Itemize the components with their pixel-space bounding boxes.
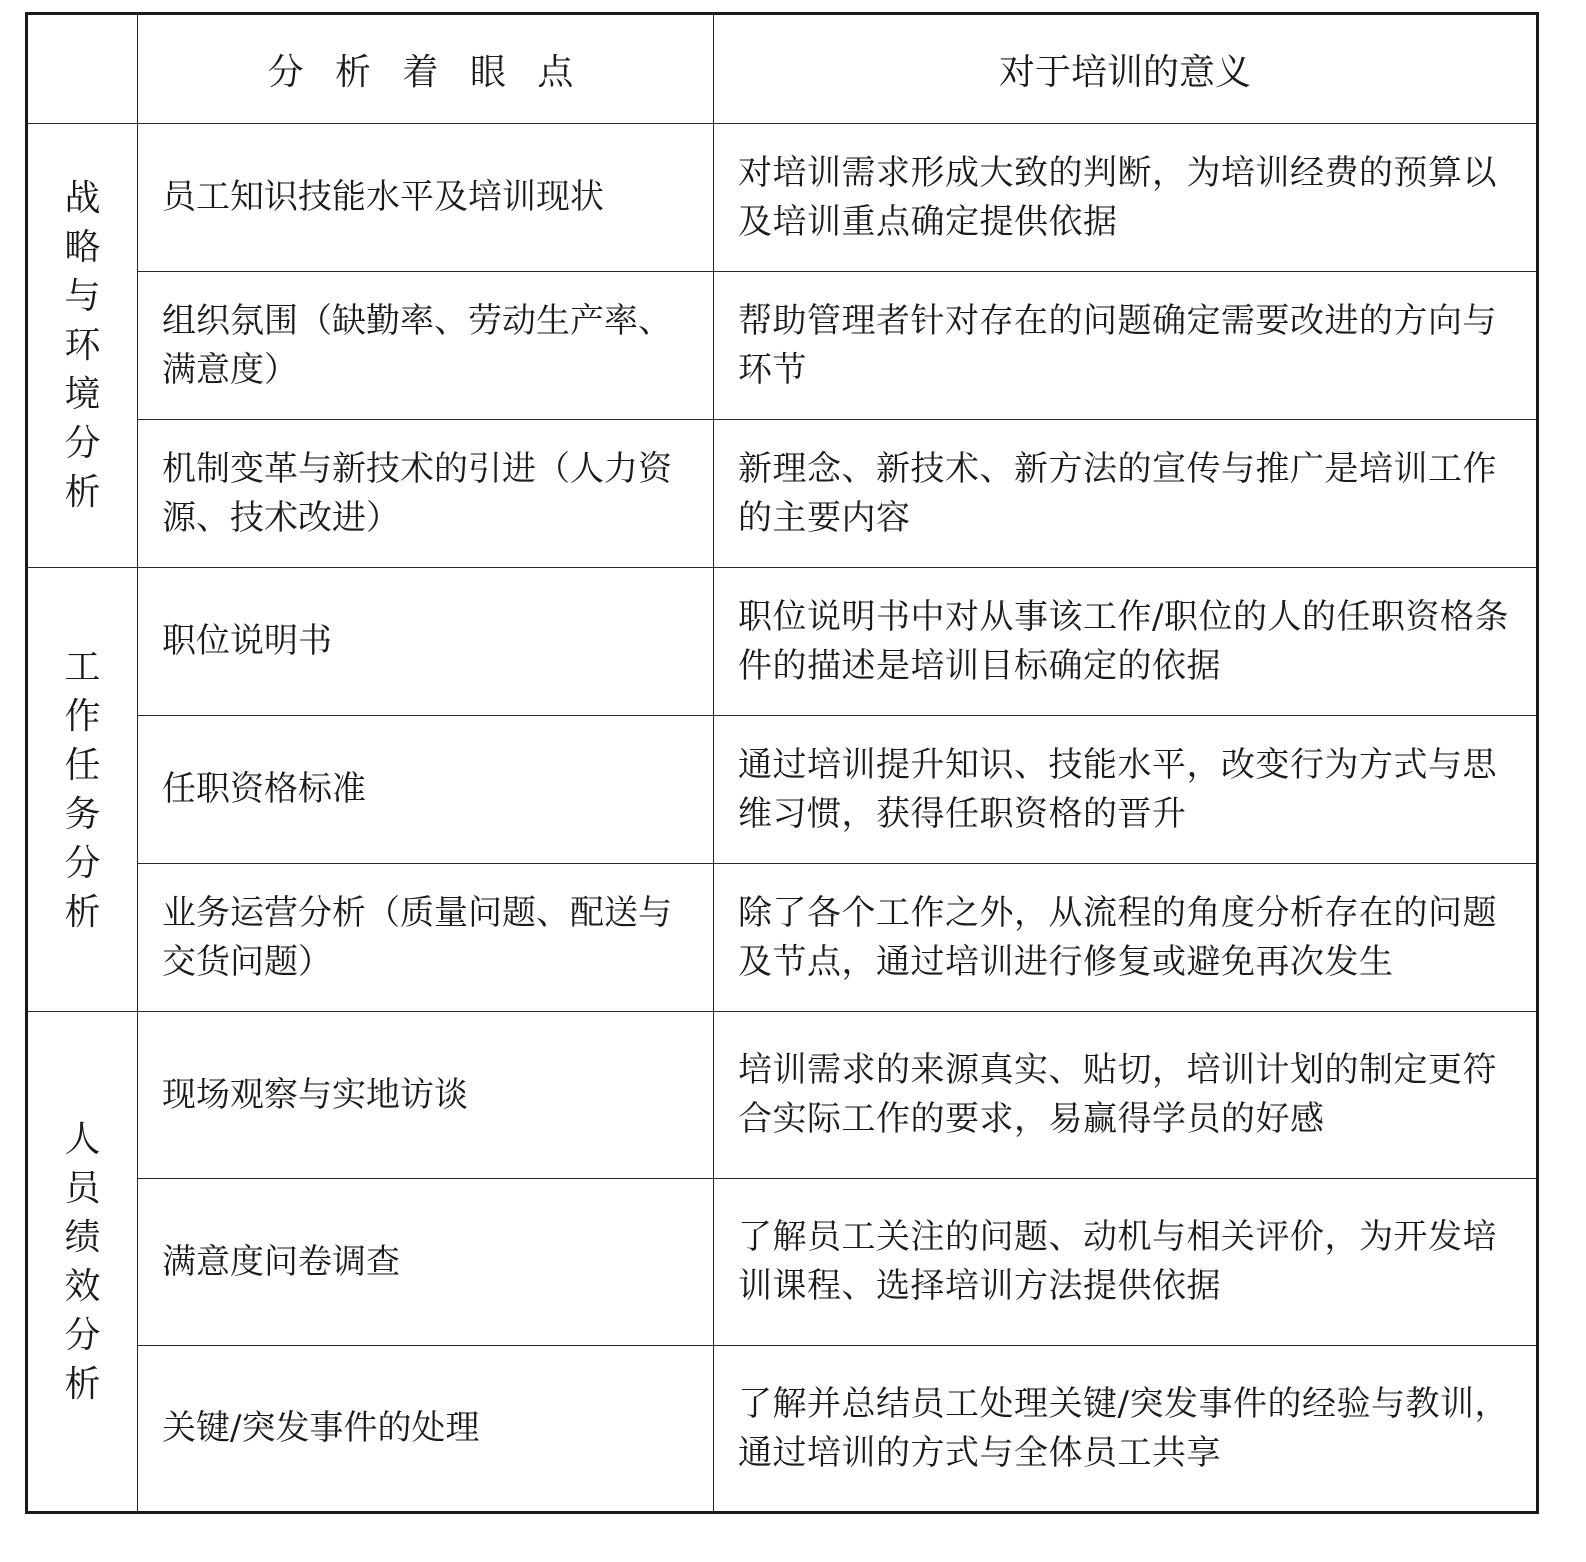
- category-cell-strategy: [27, 124, 138, 568]
- category-cell-task: [27, 568, 138, 1012]
- meaning-cell: 除了各个工作之外，从流程的角度分析存在的问题及节点，通过培训进行修复或避免再次发生: [714, 864, 1538, 1012]
- table-row: [27, 124, 1538, 272]
- table-row: [27, 1012, 1538, 1179]
- meaning-cell: 了解并总结员工处理关键/突发事件的经验与教训，通过培训的方式与全体员工共享: [714, 1346, 1538, 1513]
- focus-cell: 机制变革与新技术的引进（人力资源、技术改进）: [138, 420, 714, 568]
- table-row: [27, 864, 1538, 1012]
- focus-cell: 现场观察与实地访谈: [138, 1012, 714, 1179]
- training-needs-table: [25, 12, 1539, 1514]
- table-row: [27, 1346, 1538, 1513]
- focus-cell: 员工知识技能水平及培训现状: [138, 124, 714, 272]
- category-label: 战略与环境分析: [64, 178, 101, 513]
- header-row: [27, 14, 1538, 124]
- table-row: [27, 1179, 1538, 1346]
- table-row: [27, 716, 1538, 864]
- focus-cell: 满意度问卷调查: [138, 1179, 714, 1346]
- meaning-cell: 了解员工关注的问题、动机与相关评价，为开发培训课程、选择培训方法提供依据: [714, 1179, 1538, 1346]
- header-category-cell: [27, 14, 138, 124]
- meaning-cell: 通过培训提升知识、技能水平，改变行为方式与思维习惯，获得任职资格的晋升: [714, 716, 1538, 864]
- category-cell-performance: [27, 1012, 138, 1513]
- header-meaning-cell: 对于培训的意义: [714, 14, 1538, 124]
- table-row: [27, 420, 1538, 568]
- meaning-cell: 对培训需求形成大致的判断，为培训经费的预算以及培训重点确定提供依据: [714, 124, 1538, 272]
- focus-cell: 业务运营分析（质量问题、配送与交货问题）: [138, 864, 714, 1012]
- meaning-cell: 培训需求的来源真实、贴切，培训计划的制定更符合实际工作的要求，易赢得学员的好感: [714, 1012, 1538, 1179]
- meaning-cell: 帮助管理者针对存在的问题确定需要改进的方向与环节: [714, 272, 1538, 420]
- category-label: 工作任务分析: [64, 646, 101, 933]
- category-label: 人员绩效分析: [64, 1118, 101, 1405]
- meaning-cell: 新理念、新技术、新方法的宣传与推广是培训工作的主要内容: [714, 420, 1538, 568]
- focus-cell: 职位说明书: [138, 568, 714, 716]
- table-row: [27, 272, 1538, 420]
- focus-cell: 任职资格标准: [138, 716, 714, 864]
- header-focus-cell: 分 析 着 眼 点: [138, 14, 714, 124]
- table-row: [27, 568, 1538, 716]
- focus-cell: 组织氛围（缺勤率、劳动生产率、满意度）: [138, 272, 714, 420]
- focus-cell: 关键/突发事件的处理: [138, 1346, 714, 1513]
- meaning-cell: 职位说明书中对从事该工作/职位的人的任职资格条件的描述是培训目标确定的依据: [714, 568, 1538, 716]
